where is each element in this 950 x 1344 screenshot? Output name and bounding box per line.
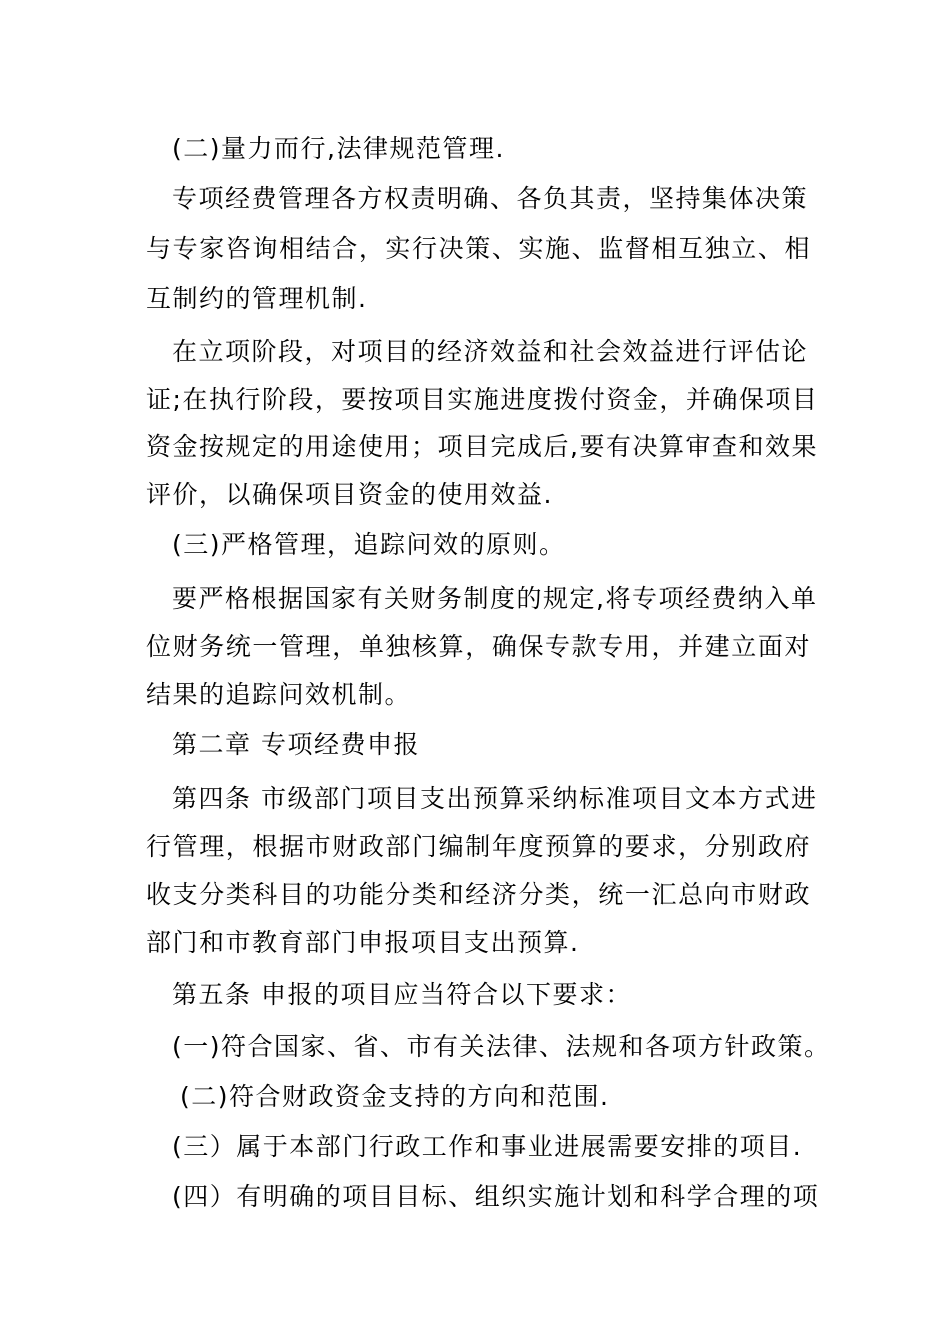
paragraph-line: 收支分类科目的功能分类和经济分类，统一汇总向市财政 [146,880,811,909]
list-item: (四）有明确的项目目标、组织实施计划和科学合理的项 [172,1182,820,1211]
paragraph-line: 专项经费管理各方权责明确、各负其责，坚持集体决策 [172,184,809,213]
chapter-heading: 第二章 专项经费申报 [172,730,420,759]
list-item: (一)符合国家、省、市有关法律、法规和各项方针政策。 [172,1032,831,1061]
article-line: 第五条 申报的项目应当符合以下要求： [172,980,632,1009]
section-heading-3: (三)严格管理，追踪问效的原则。 [172,530,566,559]
article-line: 第四条 市级部门项目支出预算采纳标准项目文本方式进 [172,784,818,813]
paragraph-line: 与专家咨询相结合，实行决策、实施、监督相互独立、相 [146,234,811,263]
paragraph-line: 结果的追踪问效机制。 [146,680,412,709]
paragraph-line: 评价，以确保项目资金的使用效益. [146,480,553,509]
paragraph-line: 证;在执行阶段，要按项目实施进度拨付资金，并确保项目 [146,385,819,414]
paragraph-line: 资金按规定的用途使用；项目完成后,要有决算审查和效果 [146,432,818,461]
section-heading-2: (二)量力而行,法律规范管理. [172,134,505,163]
list-item: (三）属于本部门行政工作和事业进展需要安排的项目. [172,1132,803,1161]
paragraph-line: 互制约的管理机制. [146,284,368,313]
paragraph-line: 要严格根据国家有关财务制度的规定,将专项经费纳入单 [172,584,818,613]
paragraph-line: 部门和市教育部门申报项目支出预算. [146,928,580,957]
paragraph-line: 位财务统一管理，单独核算，确保专款专用，并建立面对 [146,632,811,661]
paragraph-line: 在立项阶段，对项目的经济效益和社会效益进行评估论 [172,337,809,366]
list-item: (二)符合财政资金支持的方向和范围. [180,1082,610,1111]
paragraph-line: 行管理，根据市财政部门编制年度预算的要求，分别政府 [146,832,811,861]
